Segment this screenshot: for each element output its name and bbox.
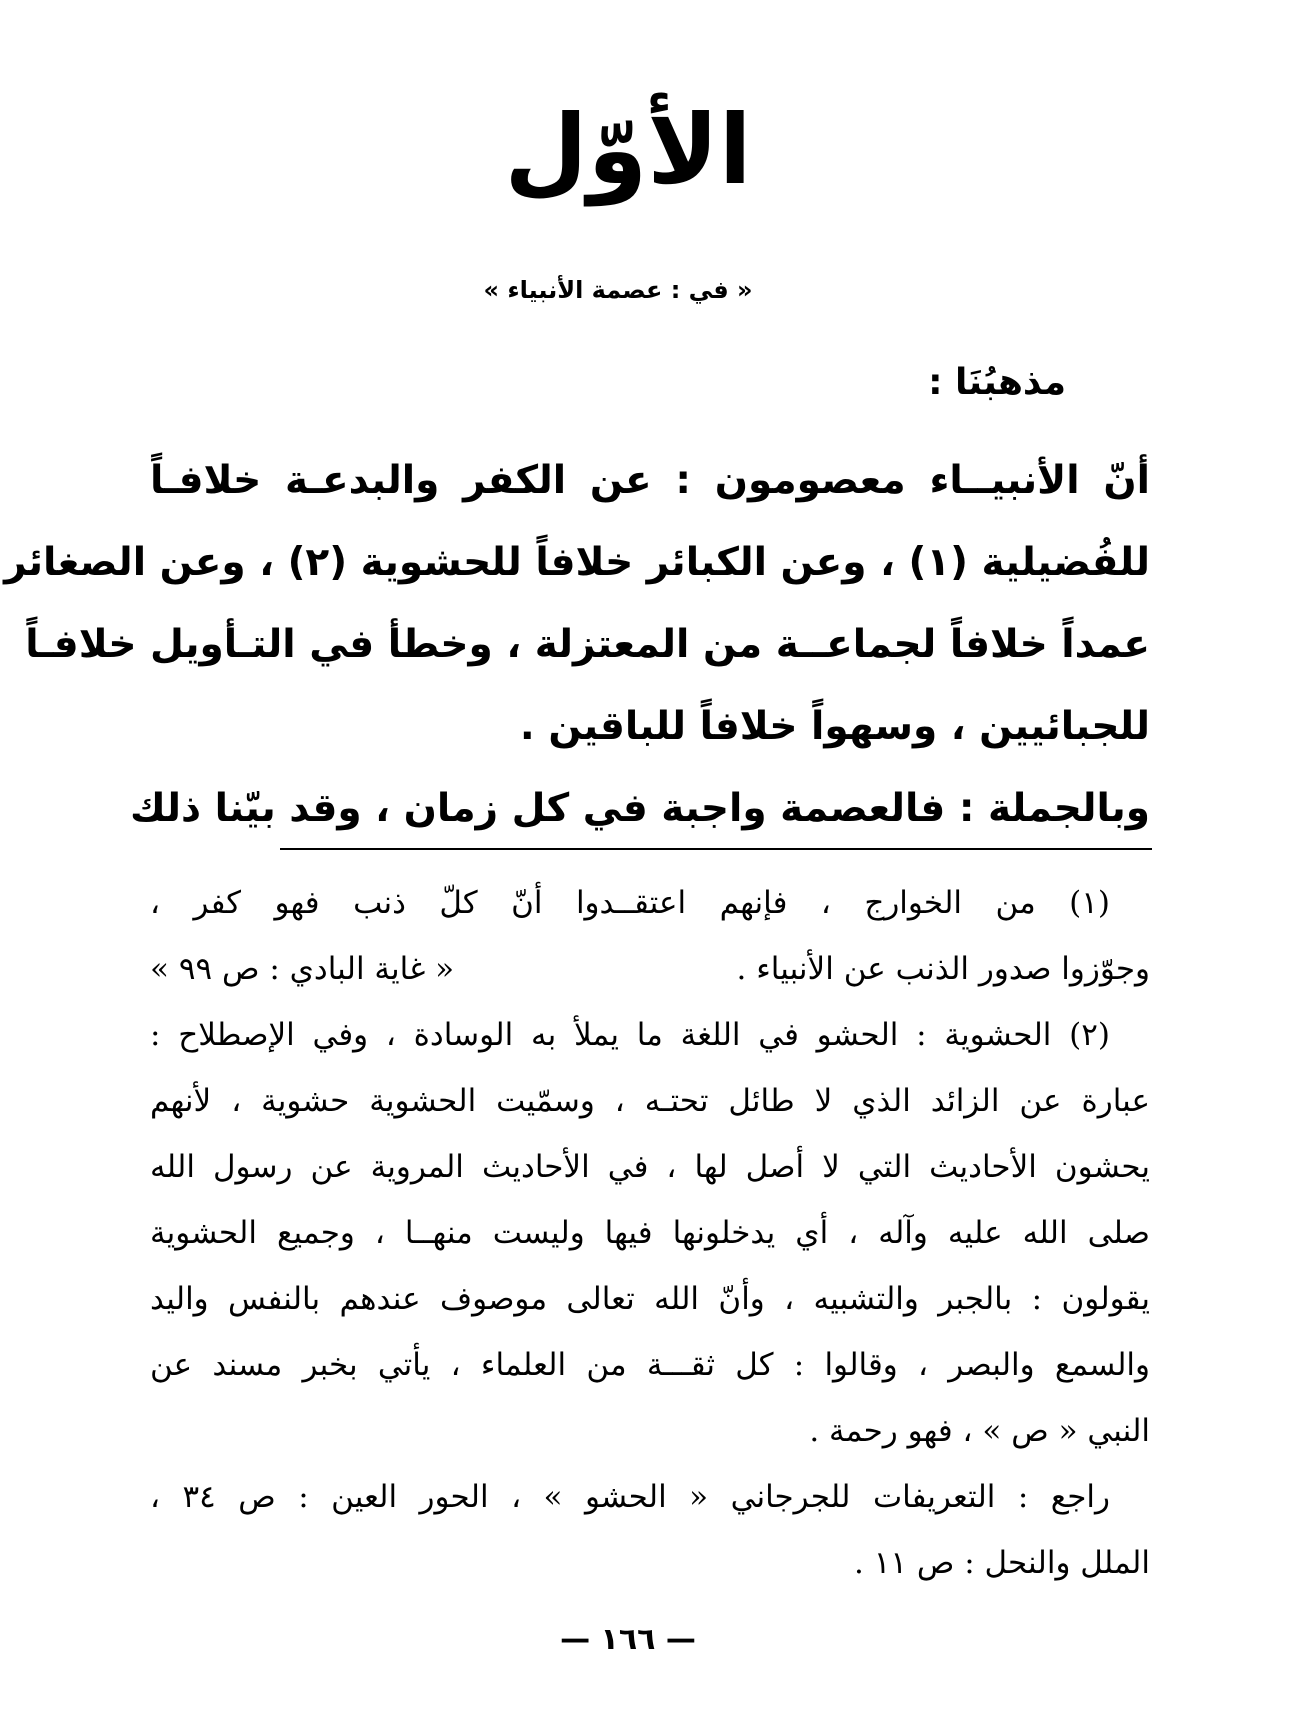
footnote-line: راجع : التعريفات للجرجاني « الحشو » ، الحور العين : ص ٣٤ ، <box>150 1479 1111 1515</box>
page-number: — ١٦٦ — <box>560 1622 696 1657</box>
footnote-divider <box>280 848 1152 850</box>
main-line: أنّ الأنبيــاء معصومون : عن الكفر والبدعـة خلافـاً <box>150 458 1150 503</box>
footnote-line: يحشون الأحاديث التي لا أصل لها ، في الأحاديث المروية عن رسول الله <box>150 1149 1150 1185</box>
footnote-reference: « غاية البادي : ص ٩٩ » <box>150 951 455 987</box>
footnote-line: عبارة عن الزائد الذي لا طائل تحتـه ، وسمّيت الحشوية حشوية ، لأنهم <box>150 1083 1150 1119</box>
footnote-line: النبي « ص » ، فهو رحمة . <box>809 1413 1150 1449</box>
footnote-line: الملل والنحل : ص ١١ . <box>854 1545 1150 1581</box>
footnote-line: يقولون : بالجبر والتشبيه ، وأنّ الله تعالى موصوف عندهم بالنفس واليد <box>150 1281 1150 1317</box>
chapter-subtitle: « في : عصمة الأنبياء » <box>483 276 753 304</box>
footnote-line <box>150 936 1150 1002</box>
footnote-line: (١) من الخوارج ، فإنهم اعتقــدوا أنّ كلّ ذنب فهو كفر ، <box>150 885 1110 921</box>
main-line: للفُضيلية (١) ، وعن الكبائر خلافاً للحشوية (٢) ، وعن الصغائر <box>4 540 1150 585</box>
footnote-text: وجوّزوا صدور الذنب عن الأنبياء . <box>736 951 1150 987</box>
chapter-title: الأوّل <box>504 94 752 206</box>
footnote-line: صلى الله عليه وآله ، أي يدخلونها فيها وليست منهــا ، وجميع الحشوية <box>150 1215 1150 1251</box>
main-paragraph <box>4 440 1150 850</box>
main-line: وبالجملة : فالعصمة واجبة في كل زمان ، وقد بيّنا ذلك <box>130 786 1150 831</box>
section-label: مذهبُنَا : <box>928 362 1066 403</box>
footnotes <box>150 870 1150 1596</box>
footnote-line: (٢) الحشوية : الحشو في اللغة ما يملأ به الوسادة ، وفي الإصطلاح : <box>150 1017 1110 1053</box>
main-line: عمداً خلافاً لجماعــة من المعتزلة ، وخطأ في التـأويل خلافـاً <box>25 622 1150 667</box>
main-line: للجبائيين ، وسهواً خلافاً للباقين . <box>519 704 1150 749</box>
footnote-line: والسمع والبصر ، وقالوا : كل ثقـــة من العلماء ، يأتي بخبر مسند عن <box>150 1347 1150 1383</box>
